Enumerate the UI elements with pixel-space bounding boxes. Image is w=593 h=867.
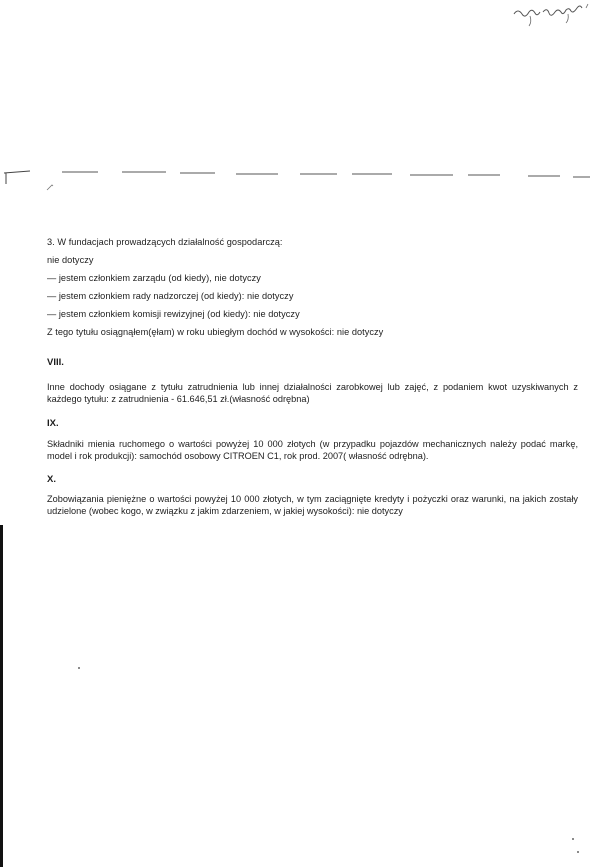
section-3-line: — jestem członkiem rady nadzorczej (od kiedy): nie dotyczy [47, 291, 294, 301]
section-3-title: 3. W fundacjach prowadzących działalność gospodarczą: [47, 237, 283, 247]
section-x-text: Zobowiązania pieniężne o wartości powyżej 10 000 złotych, w tym zaciągnięte kredyty i pożyczki oraz warunki, na jakich zostały udzielone (wobec kogo, w związku z jakim zdarzeniem, w jakiej wysokości): nie dotyczy [47, 494, 578, 516]
scan-speck [572, 838, 574, 840]
scan-speck [577, 851, 579, 853]
scan-fold-line [0, 168, 593, 188]
section-ix-text: Składniki mienia ruchomego o wartości powyżej 10 000 złotych (w przypadku pojazdów mechanicznych należy podać markę, model i rok produkcji): samochód osobowy CITROEN C1, rok prod. 2007( własność odrębna). [47, 439, 578, 461]
section-3-line: Z tego tytułu osiągnąłem(ęłam) w roku ubiegłym dochód w wysokości: nie dotyczy [47, 327, 384, 337]
section-3-line: — jestem członkiem komisji rewizyjnej (od kiedy): nie dotyczy [47, 309, 300, 319]
section-viii-text: Inne dochody osiągane z tytułu zatrudnienia lub innej działalności zarobkowej lub zajęć, z podaniem kwot uzyskiwanych z każdego tytułu: z zatrudnienia - 61.646,51 zł.(własność odrębna) [47, 382, 578, 404]
scan-mark [46, 183, 54, 191]
section-viii-heading: VIII. [47, 357, 64, 368]
section-3-line: nie dotyczy [47, 255, 94, 265]
section-ix-heading: IX. [47, 418, 59, 429]
section-x-heading: X. [47, 474, 56, 485]
handwritten-annotation [508, 2, 592, 28]
scan-speck [78, 667, 80, 669]
section-3-line: — jestem członkiem zarządu (od kiedy), nie dotyczy [47, 273, 261, 283]
scan-edge [0, 525, 3, 867]
